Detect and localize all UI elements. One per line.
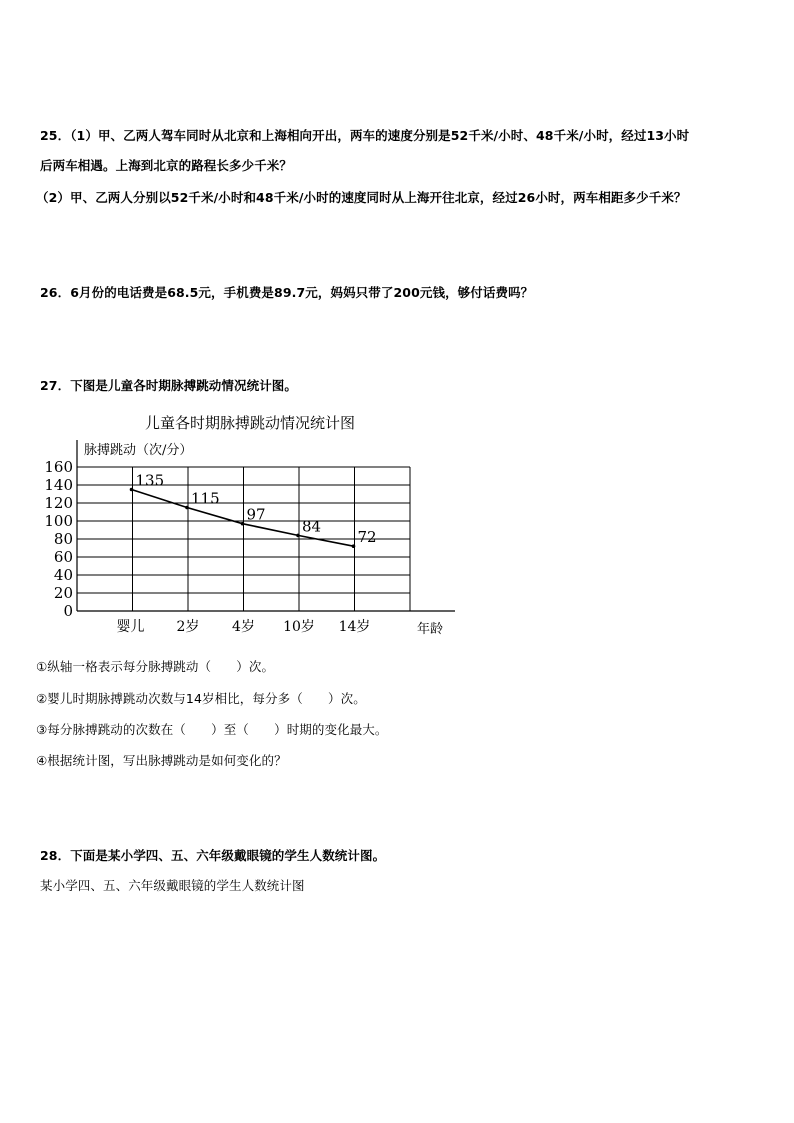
q27-sub4: ④根据统计图，写出脉搏跳动是如何变化的？ <box>36 753 287 768</box>
q25-line1: 25．（1）甲、乙两人驾车同时从北京和上海相向开出，两车的速度分别是52千米/小时、48千米/小时，经过13小时 <box>40 128 690 143</box>
q26-text: 26．6月份的电话费是68.5元，手机费是89.7元，妈妈只带了200元钱，够付话费吗？ <box>40 285 534 300</box>
pulse-line-chart <box>40 408 460 643</box>
chart-series <box>130 472 377 549</box>
data-label: 72 <box>357 528 377 547</box>
pulse-chart-svg <box>40 408 460 643</box>
x-tick-label: 婴儿 <box>116 619 145 635</box>
data-point <box>296 534 300 538</box>
data-point <box>130 488 134 492</box>
y-tick-label: 0 <box>63 602 73 620</box>
q25-line3: （2）甲、乙两人分别以52千米/小时和48千米/小时的速度同时从上海开往北京，经过26小时，两车相距多少千米？ <box>36 190 687 205</box>
chart-xlabel: 年龄 <box>416 622 444 637</box>
q28-chart-title: 某小学四、五、六年级戴眼镜的学生人数统计图 <box>40 878 305 893</box>
data-label: 97 <box>246 505 266 524</box>
y-tick-label: 40 <box>53 566 73 584</box>
y-tick-label: 20 <box>53 584 73 602</box>
q27-sub1: ①纵轴一格表示每分脉搏跳动（ ）次。 <box>36 659 275 674</box>
data-point <box>352 544 356 548</box>
q27-sub3: ③每分脉搏跳动的次数在（ ）至（ ）时期的变化最大。 <box>36 722 388 737</box>
x-tick-label: 2岁 <box>176 619 200 635</box>
q25-line2: 后两车相遇。上海到北京的路程长多少千米？ <box>40 158 293 173</box>
q27-intro: 27．下图是儿童各时期脉搏跳动情况统计图。 <box>40 378 297 393</box>
q27-sub2: ②婴儿时期脉搏跳动次数与14岁相比，每分多（ ）次。 <box>36 691 366 706</box>
data-label: 135 <box>135 471 165 490</box>
chart-ylabel: 脉搏跳动（次/分） <box>84 443 193 458</box>
x-tick-label: 4岁 <box>232 619 255 635</box>
chart-title: 儿童各时期脉搏跳动情况统计图 <box>144 414 356 432</box>
x-tick-label: 10岁 <box>283 619 315 635</box>
q28-intro: 28．下面是某小学四、五、六年级戴眼镜的学生人数统计图。 <box>40 848 386 863</box>
data-point <box>241 522 245 526</box>
data-label: 84 <box>302 517 322 536</box>
x-tick-label: 14岁 <box>338 619 371 635</box>
y-tick-label: 160 <box>44 458 73 476</box>
data-point <box>185 506 189 510</box>
y-tick-label: 60 <box>53 548 73 566</box>
data-label: 115 <box>191 489 220 508</box>
chart-axes <box>77 440 455 611</box>
y-tick-label: 100 <box>44 512 73 530</box>
y-tick-label: 140 <box>44 476 73 494</box>
y-tick-label: 80 <box>53 530 73 548</box>
y-tick-label: 120 <box>44 494 73 512</box>
